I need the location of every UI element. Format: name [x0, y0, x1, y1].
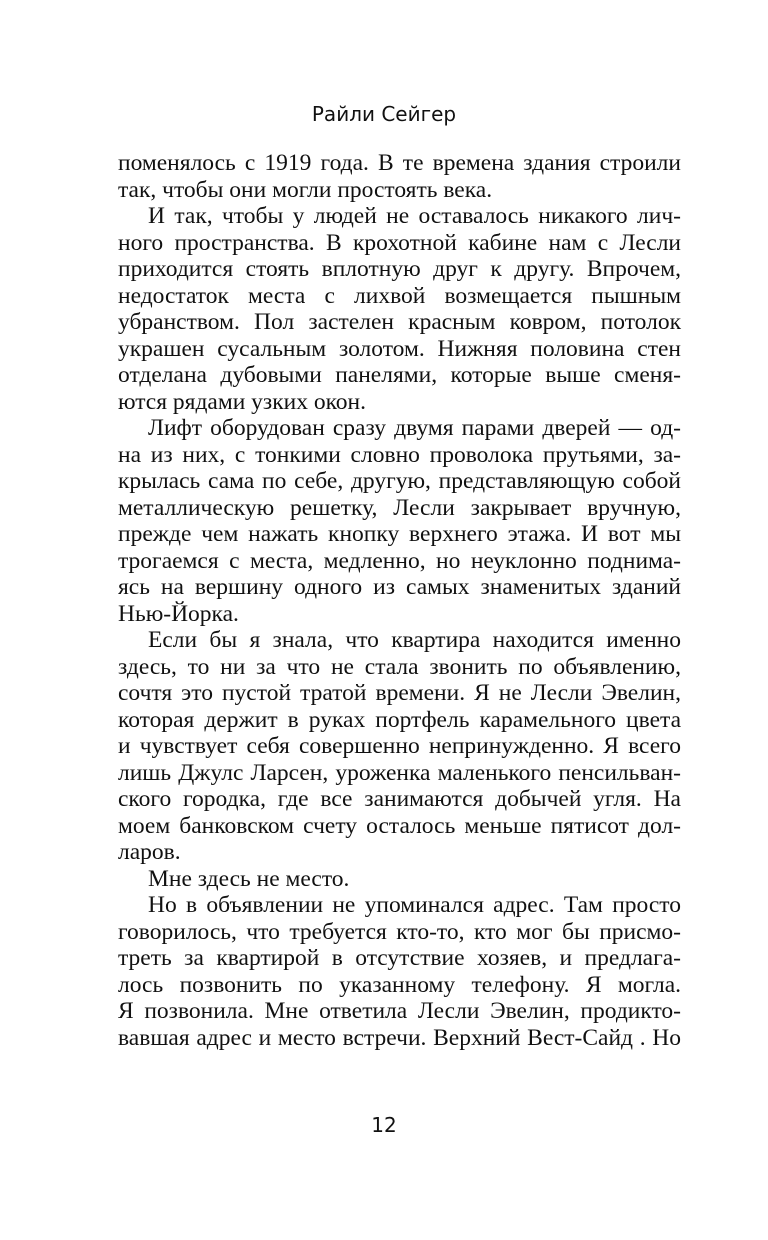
text-line: так, чтобы они могли простоять века. — [118, 176, 493, 203]
text-line: ларов. — [118, 839, 181, 865]
paragraph-6 — [118, 892, 681, 1051]
paragraph-2 — [118, 203, 681, 415]
text-line: ского городка, где все занимаются добычей угля. На — [118, 786, 681, 812]
text-line: прежде чем нажать кнопку верхнего этажа. И вот мы — [118, 521, 681, 547]
text-line: которая держит в руках портфель карамельного цвета — [118, 706, 681, 733]
text-line: убранством. Пол застелен красным ковром, потолок — [118, 309, 681, 335]
text-line: приходится стоять вплотную друг к другу. Впрочем, — [118, 256, 681, 282]
text-line: И так, чтобы у людей не оставалось никакого лич- — [148, 203, 681, 229]
paragraph-1 — [118, 150, 681, 203]
text-line: металлическую решетку, Лесли закрывает вручную, — [118, 494, 681, 521]
text-line: говорилось, что требуется кто-то, кто мог бы присмо- — [118, 918, 681, 945]
text-line: недостаток места с лихвой возмещается пышным — [118, 282, 681, 309]
text-line: крылась сама по себе, другую, представляющую собой — [118, 468, 681, 494]
text-line: лось позвонить по указанному телефону. Я могла. — [118, 971, 681, 998]
text-line: отделана дубовыми панелями, которые выше сменя- — [118, 362, 681, 388]
text-line: Лифт оборудован сразу двумя парами дверей — од- — [148, 415, 681, 441]
text-line: ются рядами узких окон. — [118, 388, 367, 415]
text-line: лишь Джулс Ларсен, уроженка маленького пенсильван- — [118, 759, 681, 786]
text-line: Но в объявлении не упоминался адрес. Там просто — [148, 892, 681, 918]
text-line: Если бы я знала, что квартира находится именно — [148, 627, 681, 653]
text-line: вавшая адрес и место встречи. Верхний Вест-Сайд . Но — [118, 1024, 681, 1051]
text-line: на из них, с тонкими словно проволока прутьями, за- — [118, 441, 681, 468]
paragraph-3 — [118, 415, 681, 627]
text-line: Мне здесь не место. — [148, 865, 350, 892]
text-line: Я позвонила. Мне ответила Лесли Эвелин, продикто- — [118, 998, 681, 1024]
text-line: здесь, то ни за что не стала звонить по объявлению, — [118, 653, 681, 680]
text-line: и чувствует себя совершенно непринужденно. Я всего — [118, 733, 681, 759]
text-line: поменялось с 1919 года. В те времена здания строили — [118, 150, 681, 176]
body-text — [118, 150, 681, 1051]
text-line: Нью-Йорка. — [118, 600, 239, 627]
page-number: 12 — [371, 1113, 397, 1137]
text-line: сочтя это пустой тратой времени. Я не Лесли Эвелин, — [118, 680, 681, 706]
text-line: трогаемся с места, медленно, но неуклонно поднима- — [118, 547, 681, 574]
text-line: ясь на вершину одного из самых знаменитых зданий — [118, 574, 681, 600]
text-line: моем банковском счету осталось меньше пятисот дол- — [118, 812, 681, 839]
text-line: украшен сусальным золотом. Нижняя половина стен — [118, 335, 681, 362]
text-line: ного пространства. В крохотной кабине нам с Лесли — [118, 229, 681, 256]
paragraph-5 — [118, 866, 681, 893]
paragraph-4 — [118, 627, 681, 866]
text-line: треть за квартирой в отсутствие хозяев, и предлага- — [118, 945, 681, 971]
running-head: Райли Сейгер — [311, 102, 457, 126]
